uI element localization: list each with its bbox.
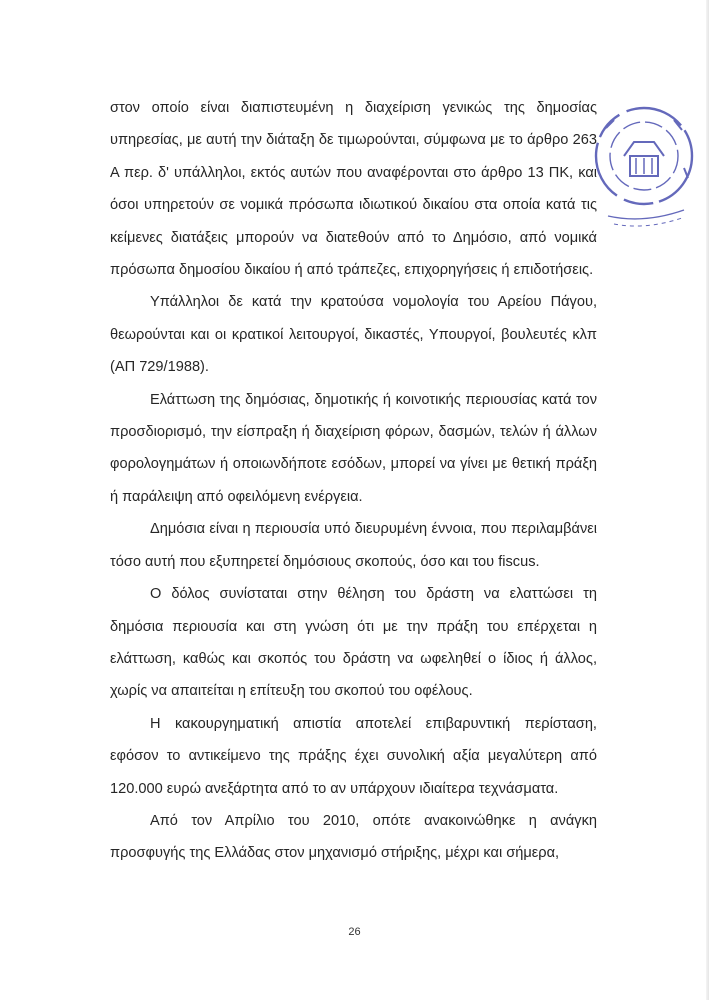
page-number: 26 (348, 926, 361, 938)
paragraph-intent: Ο δόλος συνίσταται στην θέληση του δράστη να ελαττώσει τη δημόσια περιουσία και στη γνώση ότι με την πράξη του επέρχεται η ελάττωση, καθώς και σκοπός του δράστη να ωφεληθεί ο ίδιος ή άλλος, χωρίς να απαιτείται η επίτευξη του σκοπού του οφέλους. (110, 586, 597, 700)
paragraph-april-2010: Από τον Απρίλιο του 2010, οπότε ανακοινώθηκε η ανάγκη προσφυγής της Ελλάδας στον μηχανισμό στήριξης, μέχρι και σήμερα, (110, 812, 597, 862)
paragraph-property-reduction: Ελάττωση της δημόσιας, δημοτικής ή κοινοτικής περιουσίας κατά τον προσδιορισμό, την είσπραξη ή διαχείριση φόρων, δασμών, τελών ή άλλων φορολογημάτων ή οποιωνδήποτε εσόδων, μπορεί να γίνει με θετική πράξη ή παράλειψη από οφειλόμενη ενέργεια. (110, 391, 597, 505)
official-seal-stamp (584, 98, 694, 258)
paragraph-continuation: στον οποίο είναι διαπιστευμένη η διαχείριση γενικώς της δημοσίας υπηρεσίας, με αυτή την διάταξη δε τιμωρούνται, σύμφωνα με το άρθρο 263 Α περ. δ' υπάλληλοι, εκτός αυτών που αναφέρονται στο άρθρο 13 ΠΚ, και όσοι υπηρετούν σε νομικά πρόσωπα ιδιωτικού δικαίου στα οποία κατά τις κείμενες διατάξεις μπορούν να διατεθούν από το Δημόσιο, από νομικά πρόσωπα δημοσίου δικαίου ή από τράπεζες, επιχορηγήσεις ή επιδοτήσεις. (110, 100, 597, 279)
paragraph-officials-definition: Υπάλληλοι δε κατά την κρατούσα νομολογία του Αρείου Πάγου, θεωρούνται και οι κρατικοί λειτουργοί, δικαστές, Υπουργοί, βουλευτές κλπ (ΑΠ 729/1988). (110, 294, 597, 376)
paragraph-public-property: Δημόσια είναι η περιουσία υπό διευρυμένη έννοια, που περιλαμβάνει τόσο αυτή που εξυπηρετεί δημόσιους σκοπούς, όσο και του fiscus. (110, 521, 597, 570)
paragraph-aggravating-circumstance: Η κακουργηματική απιστία αποτελεί επιβαρυντική περίσταση, εφόσον το αντικείμενο της πράξης έχει συνολική αξία μεγαλύτερη από 120.000 ευρώ ανεξάρτητα από το αν υπάρχουν ιδιαίτερα τεχνάσματα. (110, 715, 597, 797)
body-text (110, 92, 597, 870)
